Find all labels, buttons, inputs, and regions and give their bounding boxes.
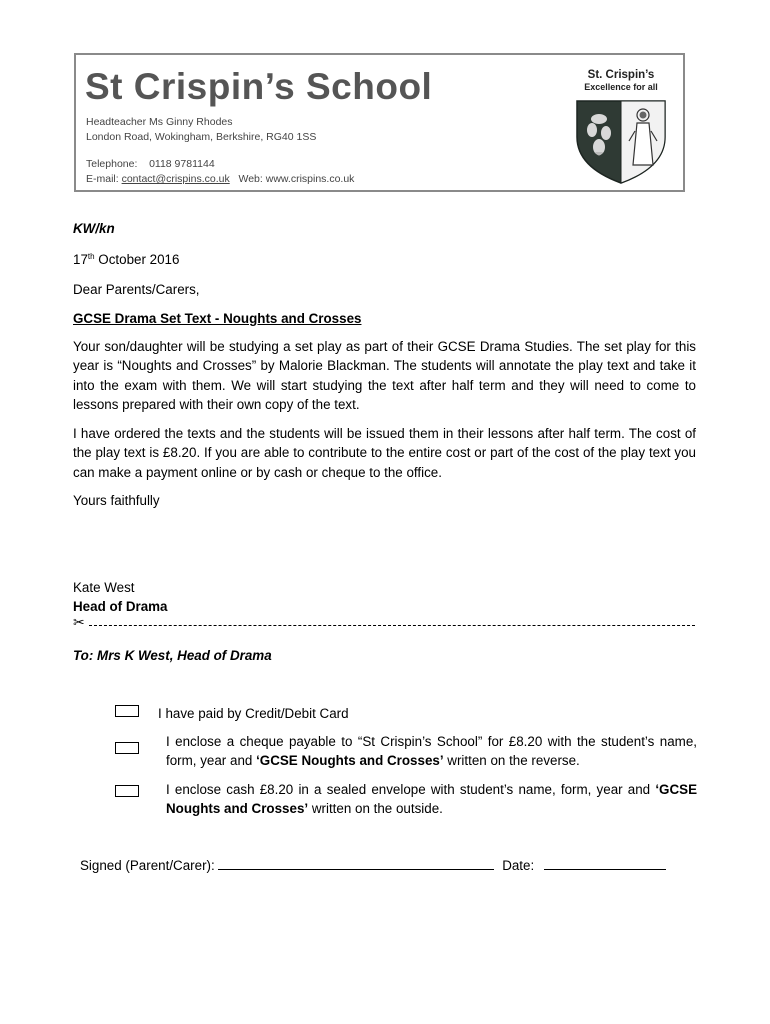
- crest-motto: Excellence for all: [584, 82, 658, 92]
- subject-heading: GCSE Drama Set Text - Noughts and Crosses: [73, 311, 362, 326]
- telephone-line: [86, 157, 215, 171]
- checkbox-cash-payment[interactable]: [115, 785, 139, 797]
- dashed-divider: [89, 625, 695, 626]
- date-field[interactable]: [544, 856, 666, 870]
- option-cash-text: I enclose cash £8.20 in a sealed envelope with student’s name, form, year and: [166, 782, 656, 797]
- crest-caption: [569, 68, 673, 93]
- contact-line: [86, 172, 354, 186]
- option-cash-payment-label: [166, 780, 697, 819]
- signature-row: [80, 856, 666, 875]
- body-paragraph-1: Your son/daughter will be studying a set play as part of their GCSE Drama Studies. The set play for this year is “Noughts and Crosses” by Malorie Blackman. The students will annotate the play text and take it into the exam with them. We will start studying the text after half term and they will need to come to lessons prepared with their own copy of the text.: [73, 339, 696, 413]
- telephone-label: Telephone:: [86, 158, 138, 170]
- option-cheque-text: I enclose a cheque payable to “St Crispin’s School” for £8.20 with the student’s name, form, year and: [166, 734, 697, 769]
- cut-line: [73, 616, 697, 632]
- option-card-payment-label: I have paid by Credit/Debit Card: [158, 706, 349, 721]
- headteacher-line: Headteacher Ms Ginny Rhodes: [86, 116, 233, 128]
- scissors-icon: ✂: [73, 614, 85, 630]
- option-cheque-bold: ‘GCSE Noughts and Crosses’: [256, 753, 444, 769]
- web-link[interactable]: www.crispins.co.uk: [265, 173, 355, 185]
- slip-recipient: To: Mrs K West, Head of Drama: [73, 648, 272, 663]
- signed-label: Signed (Parent/Carer):: [80, 858, 215, 873]
- school-crest-icon: [573, 97, 669, 185]
- checkbox-card-payment[interactable]: [115, 705, 139, 717]
- option-cash-tail: written on the outside.: [308, 801, 443, 817]
- date-suffix: th: [87, 252, 95, 261]
- date-rest: October 2016: [94, 252, 180, 267]
- letterhead: [74, 53, 685, 192]
- signatory-name: Kate West: [73, 580, 135, 595]
- email-label: E-mail:: [86, 173, 119, 185]
- closing: Yours faithfully: [73, 493, 160, 508]
- body-paragraph-2: I have ordered the texts and the students will be issued them in their lessons after half term. The cost of the play text is £8.20. If you are able to contribute to the entire cost or part of the cost of the play text you can make a payment online or by cash or cheque to the office.: [73, 426, 696, 480]
- telephone-number: 0118 9781144: [149, 158, 215, 170]
- signature-field[interactable]: [218, 856, 494, 870]
- option-cheque-payment-label: [166, 732, 697, 771]
- letter-date: [73, 250, 179, 269]
- school-name: St Crispin’s School: [85, 66, 433, 107]
- web-label: Web:: [238, 173, 263, 185]
- date-day: 17: [73, 252, 88, 267]
- option-cheque-tail: written on the reverse.: [443, 753, 580, 769]
- reference: KW/kn: [73, 221, 115, 236]
- email-link[interactable]: contact@crispins.co.uk: [121, 173, 230, 185]
- signatory-title: Head of Drama: [73, 599, 168, 614]
- salutation: Dear Parents/Carers,: [73, 282, 200, 297]
- address-line: London Road, Wokingham, Berkshire, RG40 1SS: [86, 131, 317, 143]
- crest-title: St. Crispin’s: [587, 69, 655, 81]
- date-label: Date:: [502, 858, 535, 873]
- option-cash-bold: ‘GCSE Noughts and Crosses’: [166, 782, 697, 817]
- checkbox-cheque-payment[interactable]: [115, 742, 139, 754]
